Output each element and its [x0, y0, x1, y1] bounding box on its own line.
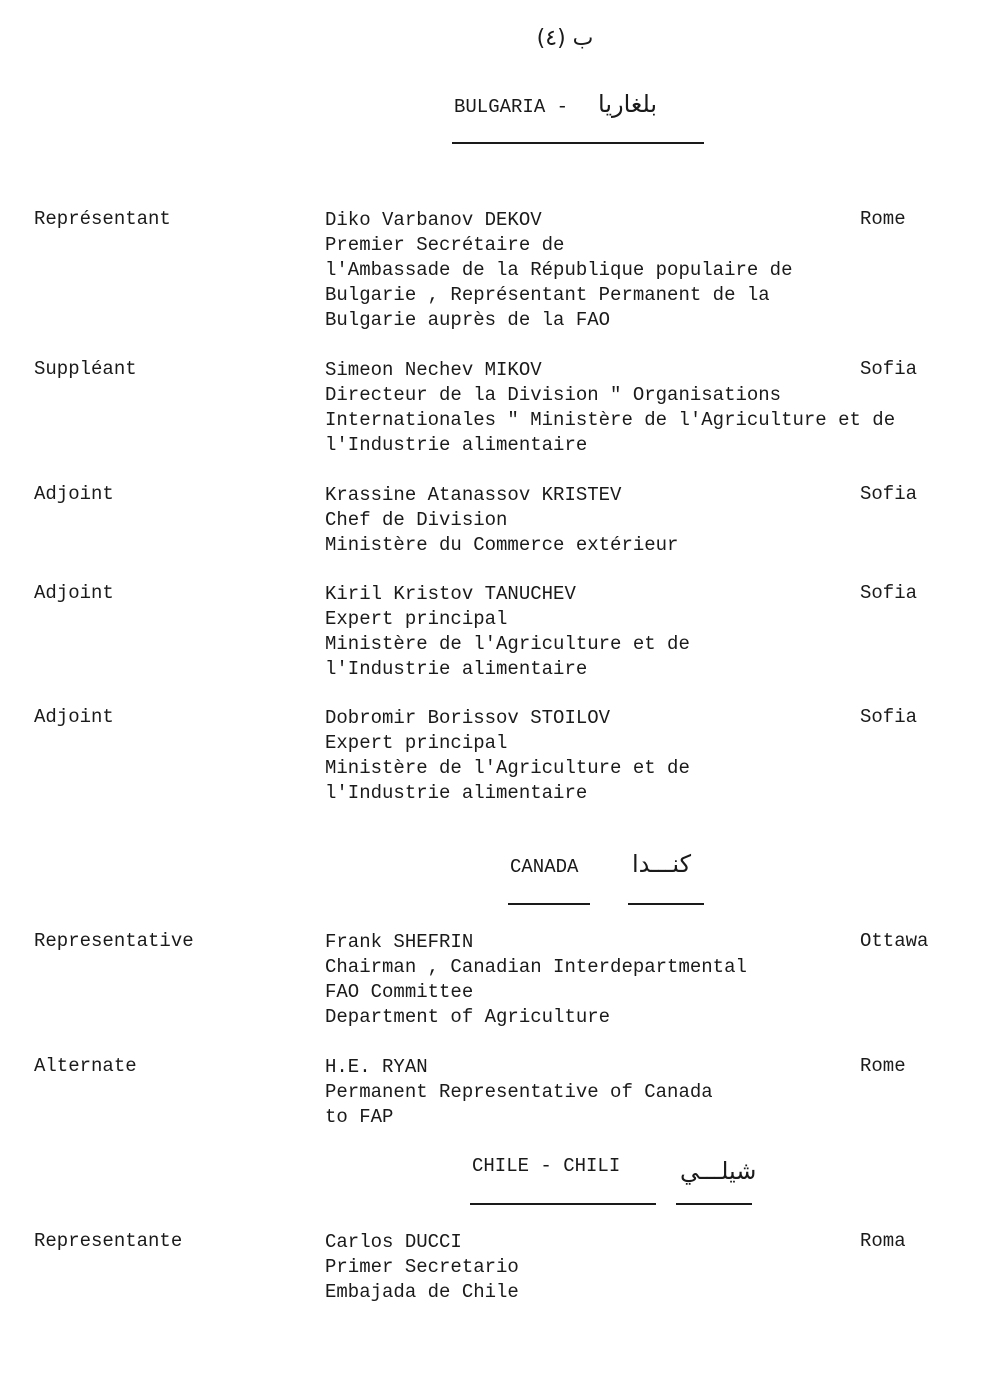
section-underline [628, 903, 704, 905]
delegate-name: Krassine Atanassov KRISTEV [325, 484, 622, 506]
delegate-role: Adjoint [34, 706, 114, 728]
delegate-detail-line: Ministère de l'Agriculture et de [325, 633, 690, 655]
delegate-detail-line: Expert principal [325, 608, 508, 630]
delegate-role: Adjoint [34, 582, 114, 604]
delegate-city: Rome [860, 1055, 906, 1077]
delegate-name: Frank SHEFRIN [325, 931, 474, 953]
section-underline [452, 142, 704, 144]
delegate-name: Carlos DUCCI [325, 1231, 462, 1253]
delegate-detail-line: Embajada de Chile [325, 1281, 519, 1303]
section-underline [508, 903, 590, 905]
section-underline [470, 1203, 656, 1205]
delegate-name: Diko Varbanov DEKOV [325, 209, 542, 231]
delegate-detail-line: Bulgarie auprès de la FAO [325, 309, 611, 331]
delegate-detail-line: FAO Committee [325, 981, 474, 1003]
delegate-name: Simeon Nechev MIKOV [325, 359, 542, 381]
section-title-arabic: كنـــدا [632, 850, 692, 878]
delegate-detail-line: Chef de Division [325, 509, 508, 531]
delegate-name: Kiril Kristov TANUCHEV [325, 583, 576, 605]
delegate-name: Dobromir Borissov STOILOV [325, 707, 611, 729]
delegate-detail-line: l'Industrie alimentaire [325, 434, 588, 456]
delegate-detail-line: Internationales " Ministère de l'Agriculture et de [325, 409, 896, 431]
section-title-arabic: شيلـــي [680, 1157, 757, 1185]
delegate-detail-line: Chairman , Canadian Interdepartmental [325, 956, 747, 978]
delegate-name: H.E. RYAN [325, 1056, 428, 1078]
delegate-role: Adjoint [34, 483, 114, 505]
delegate-city: Sofia [860, 582, 918, 604]
delegate-detail-line: Ministère du Commerce extérieur [325, 534, 679, 556]
delegate-detail-line: l'Industrie alimentaire [325, 782, 588, 804]
section-underline [676, 1203, 752, 1205]
delegate-city: Sofia [860, 483, 918, 505]
delegate-city: Roma [860, 1230, 906, 1252]
delegate-role: Representante [34, 1230, 183, 1252]
delegate-detail-line: Expert principal [325, 732, 508, 754]
delegate-details [325, 1055, 713, 1130]
delegate-detail-line: l'Industrie alimentaire [325, 658, 588, 680]
delegate-details [325, 582, 690, 682]
delegate-details [325, 208, 792, 333]
section-title-latin: BULGARIA - [454, 96, 569, 118]
delegate-details [325, 706, 690, 806]
delegate-details [325, 1230, 519, 1305]
section-title-arabic: بلغاريا [598, 90, 658, 118]
delegate-detail-line: Bulgarie , Représentant Permanent de la [325, 284, 770, 306]
section-title-latin: CHILE - CHILI [472, 1155, 621, 1177]
delegate-details [325, 358, 895, 458]
delegate-detail-line: Directeur de la Division " Organisations [325, 384, 782, 406]
delegate-role: Alternate [34, 1055, 137, 1077]
delegate-details [325, 930, 747, 1030]
delegate-detail-line: Department of Agriculture [325, 1006, 611, 1028]
delegate-details [325, 483, 678, 558]
delegate-detail-line: Ministère de l'Agriculture et de [325, 757, 690, 779]
delegate-city: Sofia [860, 358, 918, 380]
delegate-role: Suppléant [34, 358, 137, 380]
delegate-detail-line: l'Ambassade de la République populaire de [325, 259, 793, 281]
delegate-detail-line: Permanent Representative of Canada [325, 1081, 713, 1103]
delegate-city: Ottawa [860, 930, 929, 952]
section-title-latin: CANADA [510, 856, 579, 878]
delegate-city: Rome [860, 208, 906, 230]
delegate-detail-line: Primer Secretario [325, 1256, 519, 1278]
delegate-detail-line: Premier Secrétaire de [325, 234, 565, 256]
delegate-role: Representative [34, 930, 194, 952]
delegate-detail-line: to FAP [325, 1106, 394, 1128]
delegate-city: Sofia [860, 706, 918, 728]
page-number: ب (٤) [536, 26, 594, 51]
delegate-role: Représentant [34, 208, 171, 230]
